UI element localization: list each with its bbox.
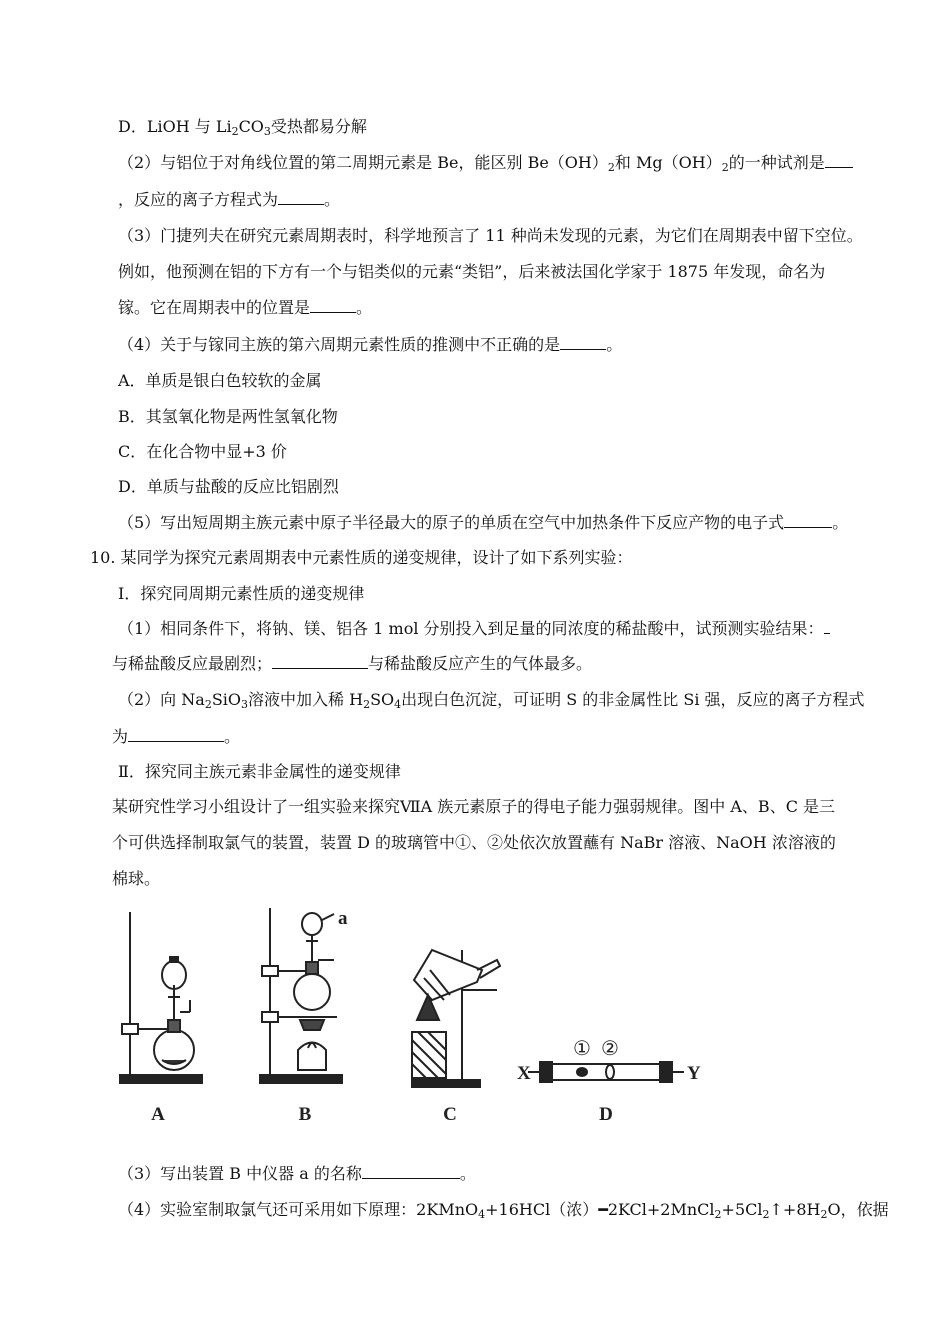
question-10-3: （3）写出装置 B 中仪器 a 的名称 。	[118, 1164, 476, 1183]
question-10-1: （1）相同条件下，将钠、镁、铝各 1 mol 分别投入到足量的同浓度的稀盐酸中，试预测实验结果：	[118, 619, 830, 639]
apparatus-a	[120, 912, 202, 1083]
option-a: A．单质是银白色较软的金属	[118, 371, 322, 390]
apparatus-figure	[112, 900, 712, 1130]
question-2-cont: ，反应的离子方程式为 。	[118, 190, 341, 209]
apparatus-d	[528, 1062, 684, 1082]
option-b: B．其氢氧化物是两性氢氧化物	[118, 407, 338, 426]
question-3-cont: 例如，他预测在铝的下方有一个与铝类似的元素“类铝”，后来被法国化学家于 1875 年发现，命名为	[118, 262, 826, 281]
apparatus-c	[412, 950, 500, 1087]
answer-blank[interactable]	[784, 513, 832, 528]
label-c: C	[443, 1104, 457, 1125]
apparatus-b	[260, 908, 342, 1083]
option-c: C．在化合物中显+3 价	[118, 442, 287, 461]
section-2-title: Ⅱ．探究同主族元素非金属性的递变规律	[118, 762, 401, 781]
option-d: D．单质与盐酸的反应比铝剧烈	[118, 477, 339, 496]
question-10-2-cont: 为 。	[112, 727, 241, 746]
option-d-lioh: D．LiOH 与 $Li_2CO_3$受热都易分解	[118, 117, 367, 138]
position-1: ①	[573, 1036, 591, 1060]
question-2: （2）与铝位于对角线位置的第二周期元素是 Be，能区别 $Be(OH)_2$和 $Mg(OH)_2$的一种试剂是	[118, 153, 853, 173]
answer-blank[interactable]	[128, 727, 224, 742]
tube-x-label: X	[517, 1063, 531, 1084]
paragraph: 某研究性学习小组设计了一组实验来探究ⅦA 族元素原子的得电子能力强弱规律。图中 A、B、C 是三	[112, 797, 836, 816]
answer-blank[interactable]	[560, 335, 606, 350]
paragraph: 个可供选择制取氯气的装置，装置 D 的玻璃管中①、②处依次放置蘸有 NaBr 溶液、NaOH 浓溶液的	[112, 833, 836, 852]
answer-blank[interactable]	[272, 654, 368, 669]
label-a: A	[151, 1104, 165, 1125]
answer-blank[interactable]	[278, 190, 324, 205]
question-10: 10. 某同学为探究元素周期表中元素性质的递变规律，设计了如下系列实验：	[90, 548, 633, 567]
question-3-cont: 镓。它在周期表中的位置是 。	[118, 298, 373, 317]
position-2: ②	[601, 1036, 619, 1060]
question-10-1-cont: 与稀盐酸反应最剧烈； 与稀盐酸反应产生的气体最多。	[112, 654, 593, 673]
label-b: B	[298, 1104, 312, 1125]
section-1-title: Ⅰ．探究同周期元素性质的递变规律	[118, 584, 365, 603]
instrument-a-label: a	[338, 908, 348, 929]
question-10-2: （2）向 $Na_2SiO_3$溶液中加入稀 $H_2SO_4$出现白色沉淀，可证明 S 的非金属性比 Si 强，反应的离子方程式	[118, 690, 865, 711]
question-5: （5）写出短周期主族元素中原子半径最大的原子的单质在空气中加热条件下反应产物的电子式 。	[118, 513, 849, 532]
answer-blank[interactable]	[825, 153, 853, 168]
answer-blank[interactable]	[824, 619, 830, 634]
tube-y-label: Y	[687, 1063, 701, 1084]
question-4: （4）关于与镓同主族的第六周期元素性质的推测中不正确的是 。	[118, 335, 623, 354]
question-10-4: （4）实验室制取氯气还可采用如下原理：2KMnO$_4$+16HCl（浓）$━2KCl+2MnCl_2+5Cl_2↑+8H_2O$，依据	[118, 1200, 889, 1221]
answer-blank[interactable]	[310, 298, 356, 313]
answer-blank[interactable]	[362, 1164, 460, 1179]
question-3: （3）门捷列夫在研究元素周期表时，科学地预言了 11 种尚未发现的元素，为它们在周期表中留下空位。	[118, 226, 863, 245]
label-d: D	[599, 1104, 613, 1125]
paragraph: 棉球。	[112, 869, 161, 888]
